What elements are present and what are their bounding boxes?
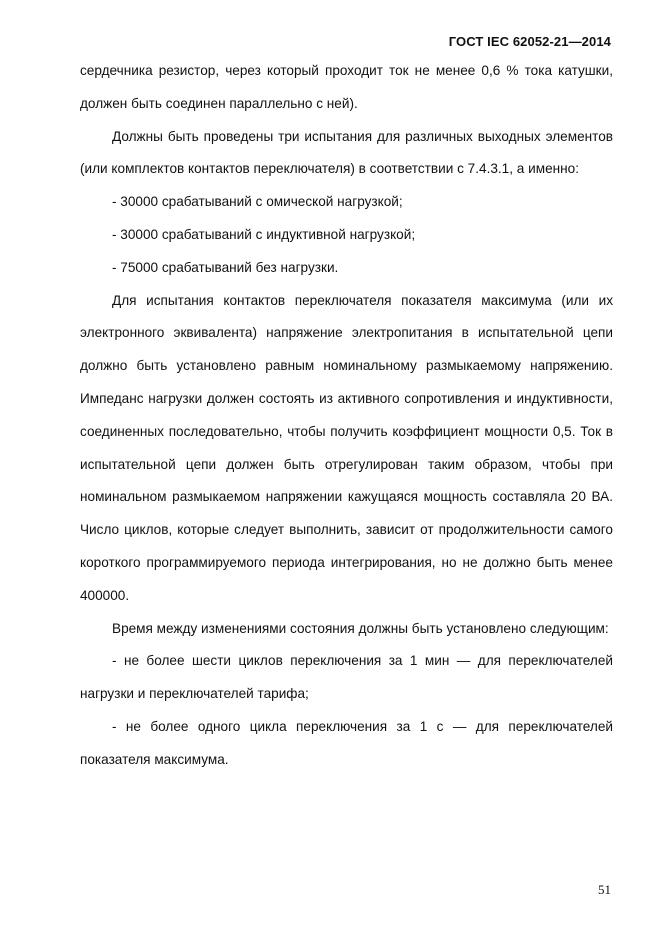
list-item-max-indicator-switches: - не более одного цикла переключения за 1 с — для переключателей показателя максимума. — [80, 718, 613, 767]
page-number: 51 — [598, 882, 611, 897]
list-item-ohmic-load: - 30000 срабатываний с омической нагрузкой; — [112, 194, 403, 210]
paragraph-time-between-changes: Время между изменениями состояния должны быть установлено следующим: — [112, 620, 609, 636]
paragraph-continuation: сердечника резистор, через который проходит ток не менее 0,6 % тока катушки, должен быть соединен параллельно с ней). — [80, 63, 613, 111]
list-item-inductive-load: - 30000 срабатываний с индуктивной нагрузкой; — [112, 226, 416, 242]
document-body — [80, 55, 613, 777]
page-header-standard: ГОСТ IEC 62052-21—2014 — [448, 34, 611, 49]
paragraph-max-indicator-test: Для испытания контактов переключателя показателя максимума (или их электронного эквивалента) напряжение электропитания в испытательной цепи должно быть установлено равным номинальному размыкаемому напряжению. Импеданс нагрузки должен состоять из активного сопротивления и индуктивности, соединенных последовательно, чтобы получить коэффициент мощности 0,5. Ток в испытательной цепи должен быть отрегулирован таким образом, чтобы при номинальном размыкаемом напряжении кажущаяся мощность составляла 20 ВА. Число циклов, которые следует выполнить, зависит от продолжительности самого короткого программируемого периода интегрирования, но не должно быть менее 400000. — [80, 292, 613, 603]
paragraph-tests: Должны быть проведены три испытания для различных выходных элементов (или комплектов контактов переключателя) в соответствии с 7.4.3.1, а именно: — [80, 128, 613, 177]
list-item-load-switches: - не более шести циклов переключения за 1 мин — для переключателей нагрузки и переключателей тарифа; — [80, 653, 613, 702]
list-item-no-load: - 75000 срабатываний без нагрузки. — [112, 259, 339, 275]
